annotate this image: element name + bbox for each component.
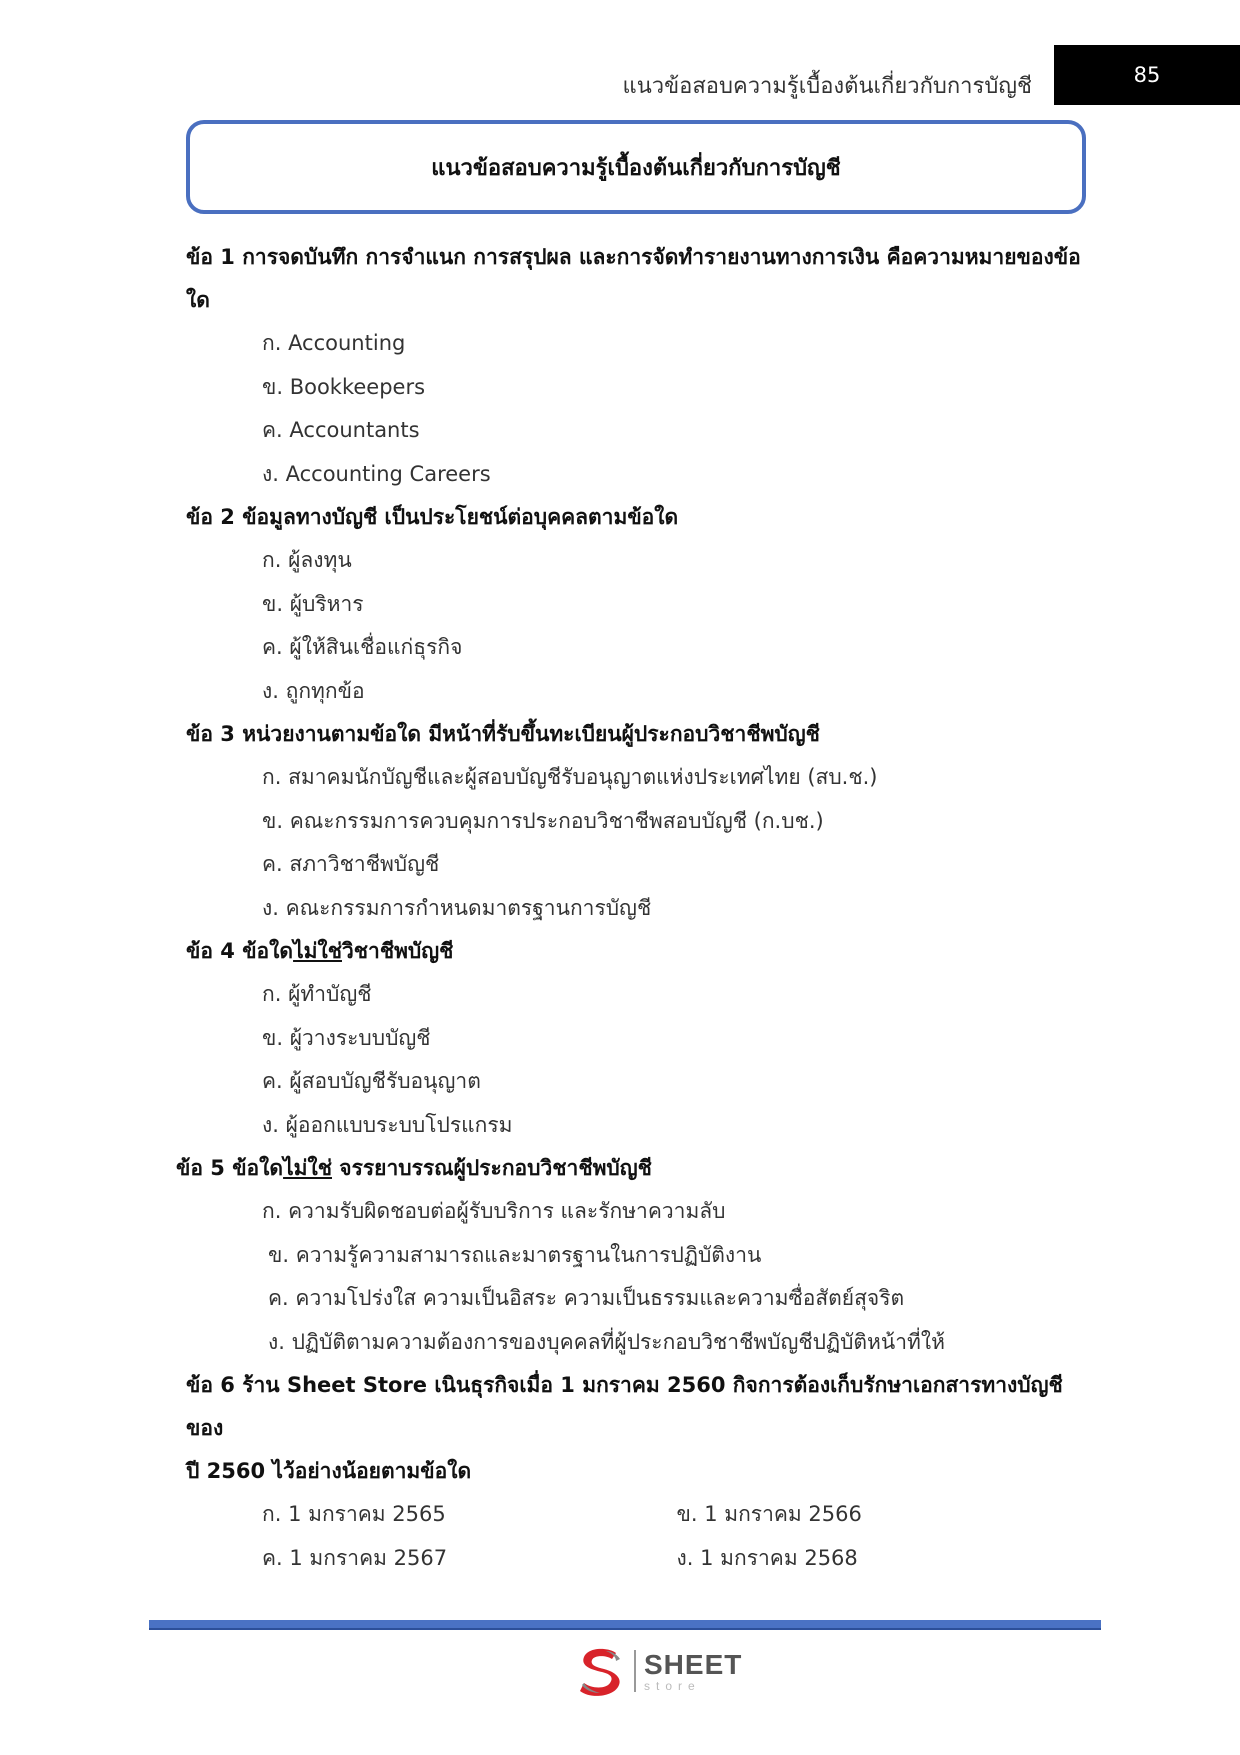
question-4-text [186,930,1091,973]
question-3-text: ข้อ 3 หน่วยงานตามข้อใด มีหน้าที่รับขึ้นทะเบียนผู้ประกอบวิชาชีพบัญชี [186,722,820,746]
running-header-title: แนวข้อสอบความรู้เบื้องต้นเกี่ยวกับการบัญชี [622,74,1032,99]
question-6-text [186,1364,1091,1493]
page-title: แนวข้อสอบความรู้เบื้องต้นเกี่ยวกับการบัญชี [431,155,841,181]
q2-option-c: ค. ผู้ให้สินเชื่อแก่ธุรกิจ [262,635,463,659]
q6-options-row-2 [186,1537,1091,1581]
q6-option-b: ข. 1 มกราคม 2566 [676,1502,862,1526]
q5-option-c: ค. ความโปร่งใส ความเป็นอิสระ ความเป็นธรรมและความซื่อสัตย์สุจริต [268,1286,905,1310]
question-5-prefix: ข้อ 5 ข้อใด [176,1156,284,1180]
logo-word: SHEET [644,1648,743,1680]
title-box [186,120,1086,214]
q1-option-d: ง. Accounting Careers [262,461,491,486]
question-5-text [176,1147,1091,1190]
q6-option-a: ก. 1 มกราคม 2565 [262,1502,446,1526]
q3-option-d: ง. คณะกรรมการกำหนดมาตรฐานการบัญชี [262,895,652,920]
q2-option-a: ก. ผู้ลงทุน [262,548,352,572]
q4-option-a: ก. ผู้ทำบัญชี [262,982,372,1006]
question-6-line2: ปี 2560 ไว้อย่างน้อยตามข้อใด [186,1459,472,1483]
question-2-text: ข้อ 2 ข้อมูลทางบัญชี เป็นประโยชน์ต่อบุคคลตามข้อใด [186,505,679,529]
q1-option-b: ข. Bookkeepers [262,374,426,399]
q2-option-d: ง. ถูกทุกข้อ [262,678,365,703]
q5-option-d: ง. ปฏิบัติตามความต้องการของบุคคลที่ผู้ประกอบวิชาชีพบัญชีปฏิบัติหน้าที่ให้ [268,1329,945,1354]
question-1-line2: ใด [186,288,210,312]
page-number-box [1054,45,1240,105]
question-1-text [186,236,1091,322]
logo-text [644,1648,743,1693]
q6-options-row-1 [186,1493,1091,1537]
logo-divider [634,1650,636,1692]
q4-option-c: ค. ผู้สอบบัญชีรับอนุญาต [262,1069,481,1093]
sheet-store-s-icon [576,1645,626,1697]
q6-option-d: ง. 1 มกราคม 2568 [676,1545,858,1570]
q3-option-c: ค. สภาวิชาชีพบัญชี [262,852,440,876]
q5-option-a: ก. ความรับผิดชอบต่อผู้รับบริการ และรักษาความลับ [262,1199,726,1223]
q2-option-b: ข. ผู้บริหาร [262,591,364,616]
footer-divider [149,1620,1101,1630]
q1-option-c: ค. Accountants [262,418,420,442]
sheet-store-logo [576,1645,742,1697]
question-1-line1: ข้อ 1 การจดบันทึก การจำแนก การสรุปผล และการจัดทำรายงานทางการเงิน คือความหมายของข้อ [186,245,1081,269]
logo-subtext: store [644,1678,701,1693]
q5-option-b: ข. ความรู้ความสามารถและมาตรฐานในการปฏิบัติงาน [268,1242,762,1267]
question-list [176,236,1091,1580]
question-4-prefix: ข้อ 4 ข้อใด [186,939,294,963]
q4-option-d: ง. ผู้ออกแบบระบบโปรแกรม [262,1112,513,1137]
question-4-suffix: วิชาชีพบัญชี [341,939,454,963]
q6-option-c: ค. 1 มกราคม 2567 [262,1545,448,1570]
q4-option-b: ข. ผู้วางระบบบัญชี [262,1025,431,1050]
question-6-line1: ข้อ 6 ร้าน Sheet Store เนินธุรกิจเมื่อ 1 มกราคม 2560 กิจการต้องเก็บรักษาเอกสารทางบัญชีของ [186,1373,1063,1440]
question-5-emphasis: ไม่ใช่ [283,1156,332,1180]
q1-option-a: ก. Accounting [262,331,406,355]
q3-option-a: ก. สมาคมนักบัญชีและผู้สอบบัญชีรับอนุญาตแห่งประเทศไทย (สบ.ช.) [262,765,878,789]
question-4-emphasis: ไม่ใช่ [293,939,342,963]
page-number: 85 [1133,63,1161,87]
q3-option-b: ข. คณะกรรมการควบคุมการประกอบวิชาชีพสอบบัญชี (ก.บช.) [262,808,824,833]
question-5-suffix: จรรยาบรรณผู้ประกอบวิชาชีพบัญชี [331,1156,652,1180]
